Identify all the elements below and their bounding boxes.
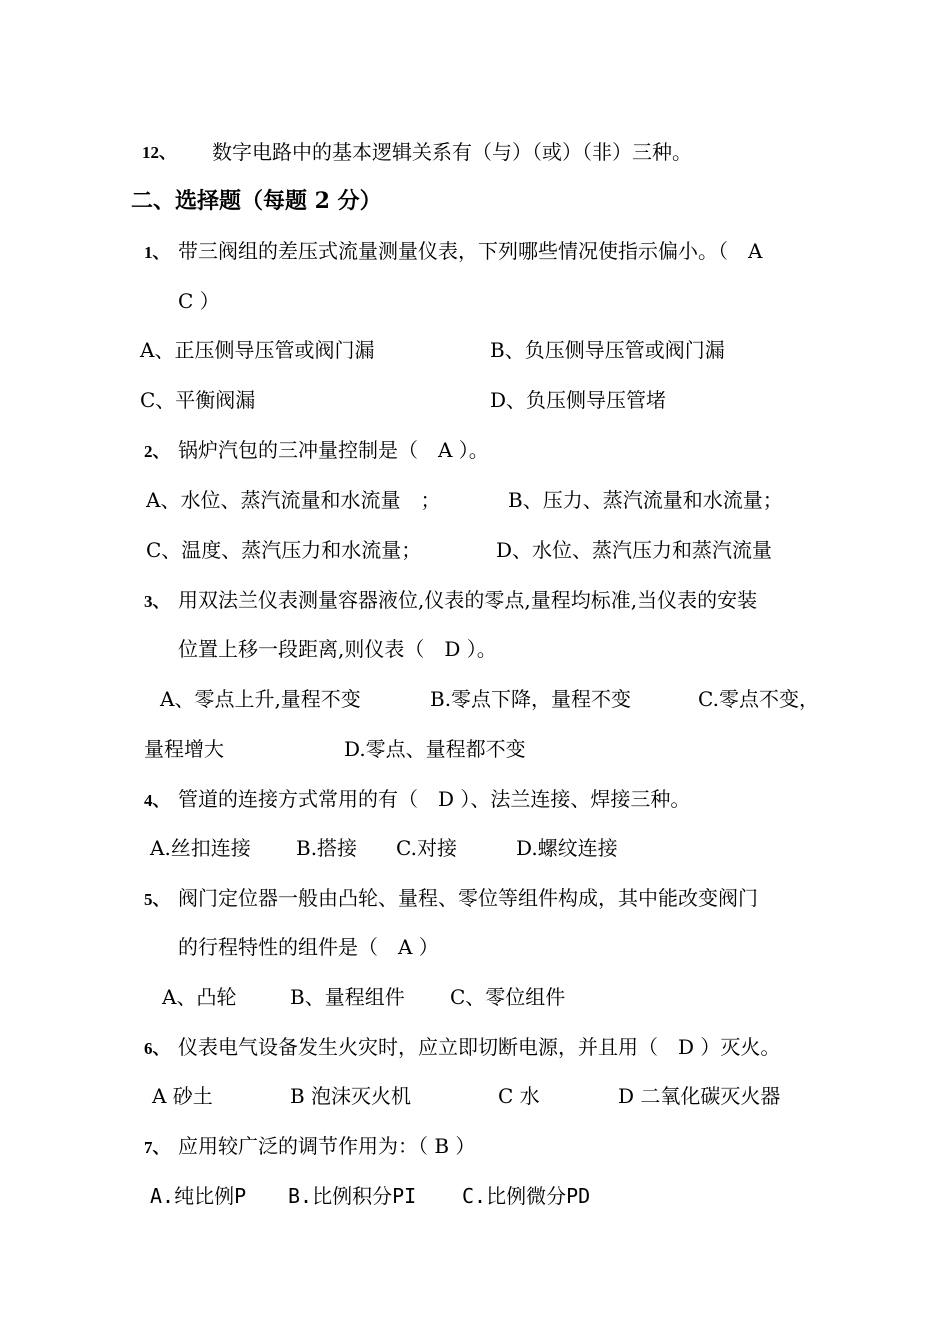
question-3-text-line1: 用双法兰仪表测量容器液位,仪表的零点,量程均标准,当仪表的安装 (178, 588, 758, 612)
question-2-option-c: C、温度、蒸汽压力和水流量； (146, 538, 422, 562)
question-6-option-a: A 砂土 (152, 1084, 213, 1108)
question-4-text: 管道的连接方式常用的有（ D ）、法兰连接、焊接三种。 (178, 787, 691, 811)
question-5-option-a: A、凸轮 (162, 985, 237, 1009)
question-3-text-line2: 位置上移一段距离,则仪表（ D ）。 (178, 637, 497, 661)
question-4-option-d: D.螺纹连接 (516, 836, 618, 860)
section-heading: 二、选择题（每题 2 分） (131, 188, 382, 214)
question-1-text-line1: 带三阀组的差压式流量测量仪表，下列哪些情况使指示偏小。（ A (178, 239, 763, 263)
question-5-number: 5、 (144, 890, 170, 909)
question-5-option-b: B、量程组件 (290, 985, 405, 1009)
question-5-option-c: C、零位组件 (450, 985, 566, 1009)
question-4-option-a: A.丝扣连接 (150, 836, 251, 860)
question-1-text-line2: C ） (178, 289, 220, 313)
question-1-number: 1、 (144, 243, 170, 262)
question-1-option-c: C、平衡阀漏 (140, 388, 256, 412)
question-7-option-b: B.比例积分PI (288, 1184, 417, 1208)
question-2-option-b: B、压力、蒸汽流量和水流量； (508, 488, 783, 512)
question-2-option-d: D、水位、蒸汽压力和蒸汽流量 (496, 538, 773, 562)
question-7-option-c: C.比例微分PD (462, 1184, 591, 1208)
question-4-option-c: C.对接 (396, 836, 457, 860)
question-6-number: 6、 (144, 1039, 170, 1058)
question-6-text: 仪表电气设备发生火灾时，应立即切断电源，并且用（ D ）灭火。 (178, 1035, 781, 1059)
question-3-option-a: A、零点上升,量程不变 (160, 687, 361, 711)
question-3-option-b: B.零点下降，量程不变 (430, 687, 632, 711)
question-4-number: 4、 (144, 791, 170, 810)
question-5-text-line1: 阀门定位器一般由凸轮、量程、零位等组件构成，其中能改变阀门 (178, 886, 758, 910)
question-3-option-c: C.零点不变， (698, 687, 819, 711)
question-12-text: 数字电路中的基本逻辑关系有（与）（或）（非）三种。 (212, 140, 692, 164)
question-12-number: 12、 (142, 143, 176, 162)
question-1-option-a: A、正压侧导压管或阀门漏 (140, 338, 375, 362)
question-2-number: 2、 (144, 442, 170, 461)
question-3-option-d: D.零点、量程都不变 (344, 737, 526, 761)
question-1-option-b: B、负压侧导压管或阀门漏 (490, 338, 725, 362)
question-7-text: 应用较广泛的调节作用为：（ B ） (178, 1134, 476, 1158)
question-4-option-b: B.搭接 (296, 836, 358, 860)
question-2-option-a: A、水位、蒸汽流量和水流量 ； (146, 488, 441, 512)
question-7-option-a: A.纯比例P (150, 1184, 247, 1208)
question-2-text: 锅炉汽包的三冲量控制是（ A ）。 (178, 438, 489, 462)
question-5-text-line2: 的行程特性的组件是（ A ） (178, 935, 439, 959)
question-6-option-b: B 泡沫灭火机 (290, 1084, 412, 1108)
question-7-number: 7、 (144, 1138, 170, 1157)
question-3-number: 3、 (144, 592, 170, 611)
question-1-option-d: D、负压侧导压管堵 (490, 388, 667, 412)
question-3-option-c-continued: 量程增大 (144, 737, 224, 761)
question-6-option-c: C 水 (498, 1084, 540, 1108)
question-6-option-d: D 二氧化碳灭火器 (618, 1084, 781, 1108)
